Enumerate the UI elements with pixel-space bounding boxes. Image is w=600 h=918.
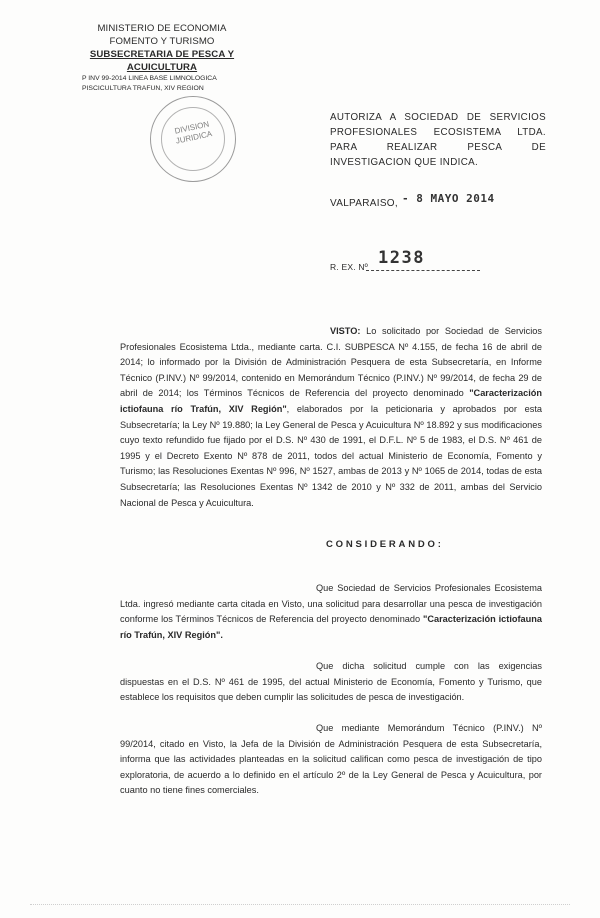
subsecretaria-line: SUBSECRETARIA DE PESCA Y ACUICULTURA bbox=[89, 49, 235, 73]
date-stamp: - 8 MAYO 2014 bbox=[402, 192, 495, 205]
considerando-3-text: Que mediante Memorándum Técnico (P.INV.) Nº 99/2014, citado en Visto, la Jefa de la División de Administración Pesquera de esta Subsecretaría, informa que las actividades planteadas en la solicitud califican como pesca de investigación de tipo exploratoria, de acuerdo a lo definido en el artículo 2º de la Ley General de Pesca y Acuicultura, por cuanto no tiene fines comerciales. bbox=[120, 723, 542, 796]
letterhead bbox=[72, 22, 252, 74]
stamp-text: DIVISION JURIDICA bbox=[173, 119, 213, 146]
resolution-number-line bbox=[366, 270, 480, 271]
ministry-line-2: FOMENTO Y TURISMO bbox=[109, 36, 215, 47]
considerando-1-project: "Caracterización ictiofauna río Trafún, XIV Región". bbox=[120, 614, 542, 640]
resolution-number bbox=[330, 248, 490, 278]
visto-lead: VISTO: bbox=[330, 326, 361, 336]
visto-paragraph bbox=[120, 324, 542, 511]
reference-line-1: P INV 99-2014 LINEA BASE LIMNOLOGICA bbox=[82, 75, 217, 82]
resolution-number-label: R. EX. Nº bbox=[330, 262, 368, 272]
reference-line-2: PISCICULTURA TRAFUN, XIV REGION bbox=[82, 85, 204, 92]
considerando-2-text: Que dicha solicitud cumple con las exigencias dispuestas en el D.S. Nº 461 de 1995, del actual Ministerio de Economía, Fomento y Turismo, que establece los requisitos que deben cumplir las solicitudes de pesca de investigación. bbox=[120, 661, 542, 703]
considerando-1-text: Que Sociedad de Servicios Profesionales Ecosistema Ltda. ingresó mediante carta citada en Visto, una solicitud para desarrollar una pesca de investigación conforme los Términos Técnicos de Referencia del proyecto denominado bbox=[120, 583, 542, 625]
considerando-paragraph-3 bbox=[120, 721, 542, 799]
considerando-paragraph-2 bbox=[120, 659, 542, 706]
ministry-line-1: MINISTERIO DE ECONOMIA bbox=[97, 23, 227, 34]
page-footer-rule bbox=[30, 904, 570, 905]
visto-project-name: "Caracterización ictiofauna río Trafún, XIV Región" bbox=[120, 388, 542, 414]
considerando-heading: CONSIDERANDO: bbox=[326, 539, 444, 550]
visto-text-b: , elaborados por la peticionaria y aprobados por esta Subsecretaría; la Ley Nº 19.880; la Ley General de Pesca y Acuicultura Nº 18.892 y sus modificaciones cuyo texto refundido fue fijado por el D.S. Nº 430 de 1991, el D.F.L. Nº 5 de 1983, el D.S. Nº 461 de 1995 y el Decreto Exento Nº 878 de 2011, todos del actual Ministerio de Economía, Fomento y Turismo; las Resoluciones Exentas Nº 996, Nº 1527, ambas de 2013 y Nº 1065 de 2014, todas de esta Subsecretaría; las Resoluciones Exentas Nº 1342 de 2010 y Nº 332 de 2011, ambas del Servicio Nacional de Pesca y Acuicultura. bbox=[120, 403, 542, 508]
juridica-stamp bbox=[150, 96, 236, 182]
resolution-subject: AUTORIZA A SOCIEDAD DE SERVICIOS PROFESIONALES ECOSISTEMA LTDA. PARA REALIZAR PESCA DE INVESTIGACION QUE INDICA. bbox=[330, 112, 546, 168]
resolution-number-value: 1238 bbox=[378, 248, 425, 268]
visto-text-a: Lo solicitado por Sociedad de Servicios Profesionales Ecosistema Ltda., mediante carta. C.I. SUBPESCA Nº 4.155, de fecha 16 de abril de 2014; lo informado por la División de Administración Pesquera de esta Subsecretaría, en Informe Técnico (P.INV.) Nº 99/2014, contenido en Memorándum Técnico (P.INV.) Nº 99/2014, de fecha 29 de abril de 2014; los Términos Técnicos de Referencia del proyecto denominado bbox=[120, 326, 542, 399]
considerando-paragraph-1 bbox=[120, 581, 542, 643]
place-date bbox=[330, 192, 495, 214]
place-label: VALPARAISO, bbox=[330, 198, 398, 209]
